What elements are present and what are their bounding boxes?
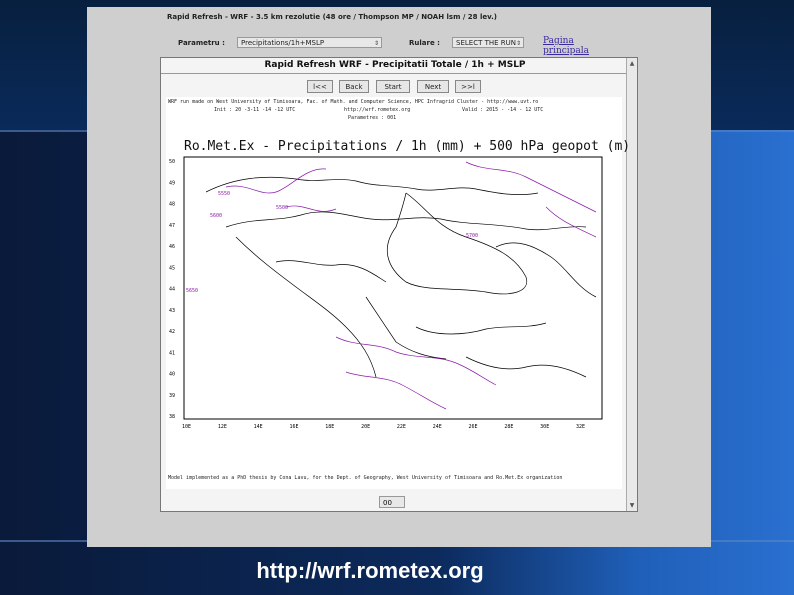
- lon-tick-label: 32E: [576, 424, 586, 430]
- isolines: [226, 162, 596, 409]
- lon-tick-label: 24E: [432, 424, 442, 430]
- map-plot: [166, 97, 622, 489]
- border-line: [416, 323, 546, 334]
- parametru-label: Parametru :: [178, 39, 225, 47]
- isoline: [466, 162, 596, 212]
- lon-tick-label: 20E: [361, 424, 371, 430]
- lon-tick-label: 14E: [253, 424, 263, 430]
- isoline-label: 5500: [276, 205, 289, 211]
- map-param-line: Parametres : 001: [348, 115, 397, 121]
- screenshot-frame: [87, 7, 711, 547]
- lat-tick-label: 47: [169, 222, 176, 229]
- map-main-title: Ro.Met.Ex - Precipitations / 1h (mm) + 500 hPa geopot (m): [184, 139, 631, 154]
- map-url-line: http://wrf.rometex.org: [344, 107, 411, 113]
- page-header-title: Rapid Refresh - WRF - 3.5 km rezolutie (48 ore / Thompson MP / NOAH lsm / 28 lev.): [167, 13, 497, 21]
- map-frame: [184, 157, 602, 419]
- frame-select[interactable]: [379, 496, 405, 508]
- isoline: [286, 206, 336, 211]
- border-line: [206, 177, 538, 194]
- rulare-value: SELECT THE RUN: [456, 39, 516, 47]
- lat-tick-label: 48: [169, 201, 176, 208]
- back-button[interactable]: Back: [339, 80, 369, 93]
- lat-tick-label: 46: [169, 244, 176, 250]
- lon-tick-label: 10E: [182, 424, 192, 430]
- border-line: [236, 237, 376, 377]
- rulare-label: Rulare :: [409, 39, 440, 47]
- lon-tick-label: 22E: [396, 424, 406, 430]
- map-header-left: WRF run made on West University of Timisoara, Fac. of Math. and Computer Science, HPC Infragrid Cluster - http://www.uvt.ro: [168, 99, 539, 105]
- lat-tick-label: 42: [169, 329, 176, 335]
- parametru-value: Precipitations/1h+MSLP: [241, 39, 325, 47]
- lat-tick-label: 45: [169, 265, 176, 272]
- home-link[interactable]: Pagina principala: [543, 36, 590, 56]
- start-button[interactable]: Start: [376, 80, 410, 93]
- parametru-select[interactable]: [237, 37, 382, 48]
- scroll-down-icon[interactable]: ▼: [629, 502, 635, 509]
- next-button[interactable]: Next: [417, 80, 449, 93]
- lat-tick-label: 43: [169, 307, 176, 314]
- lat-tick-label: 40: [169, 371, 176, 378]
- viewer-panel: [160, 57, 638, 512]
- isoline-label: 5550: [218, 191, 231, 197]
- chevron-updown-icon: ⇕: [515, 40, 521, 47]
- weather-map: [166, 97, 631, 489]
- isoline: [336, 337, 496, 385]
- lat-tick-label: 50: [169, 159, 176, 165]
- rulare-select[interactable]: [452, 37, 524, 48]
- lat-tick-label: 38: [169, 414, 176, 420]
- isoline: [546, 207, 596, 237]
- viewer-title: Rapid Refresh WRF - Precipitatii Totale / 1h + MSLP: [264, 60, 526, 70]
- lon-ticks: [182, 424, 585, 430]
- isoline-label: 5650: [186, 288, 199, 294]
- first-button[interactable]: l<<: [307, 80, 333, 93]
- caption-url: http://wrf.rometex.org: [256, 558, 484, 583]
- border-line: [366, 297, 446, 359]
- border-line: [496, 243, 596, 297]
- isoline: [346, 372, 446, 409]
- lon-tick-label: 16E: [289, 424, 299, 430]
- map-init-line: Init : 20 -3-11 -14 -12 UTC: [214, 107, 296, 113]
- isoline: [226, 169, 326, 193]
- country-borders: [206, 177, 596, 377]
- lon-tick-label: 26E: [468, 424, 478, 430]
- lon-tick-label: 30E: [540, 424, 550, 430]
- frame-value: 00: [383, 499, 392, 507]
- isoline-label: 5700: [466, 233, 479, 239]
- scroll-up-icon[interactable]: ▲: [629, 60, 635, 67]
- border-line: [466, 357, 586, 377]
- lon-tick-label: 28E: [504, 424, 514, 430]
- isoline-labels: [186, 191, 478, 294]
- lat-tick-label: 49: [169, 180, 176, 187]
- lat-ticks: [169, 159, 175, 420]
- border-line: [226, 212, 586, 230]
- map-footer-text: Model implemented as a PhD thesis by Cona Lavu, for the Dept. of Geography, West University of Timisoara and Ro.Met.Ex organization: [168, 475, 563, 481]
- lon-tick-label: 18E: [325, 424, 335, 430]
- lon-tick-label: 12E: [217, 424, 227, 430]
- border-line: [276, 261, 386, 282]
- lat-tick-label: 39: [169, 392, 176, 399]
- scrollbar[interactable]: [626, 58, 637, 511]
- map-valid-line: Valid : 2015 - -14 - 12 UTC: [462, 107, 544, 113]
- lat-tick-label: 41: [169, 350, 176, 357]
- lat-tick-label: 44: [169, 286, 176, 293]
- chevron-updown-icon: ⇕: [373, 40, 379, 47]
- divider-line: [161, 73, 629, 74]
- last-button[interactable]: >>l: [455, 80, 481, 93]
- isoline-label: 5600: [210, 213, 223, 219]
